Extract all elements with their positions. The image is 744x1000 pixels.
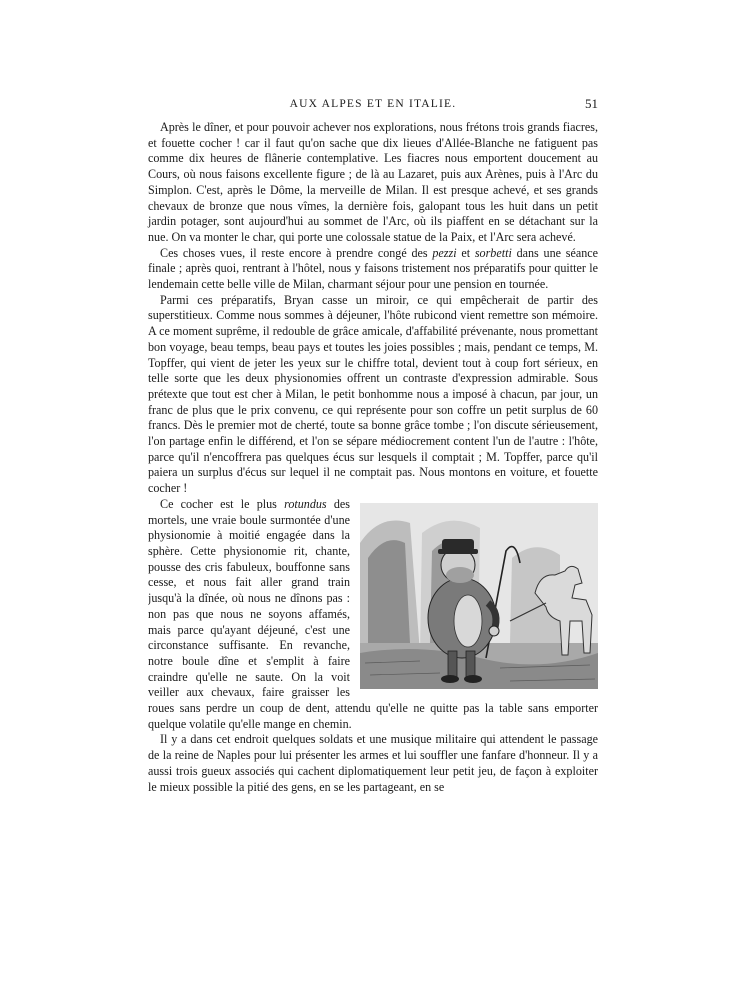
coachman-engraving <box>360 503 598 689</box>
illustration-block <box>148 497 598 733</box>
paragraph-3: Parmi ces préparatifs, Bryan casse un miroir, ce qui empêcherait de partir des superstitieux. Comme nous sommes à déjeuner, l'hôte rubicond vient remettre son mémoire. A ce moment suprême, il redouble de grâce amicale, d'affabilité prévenante, nous promettant bon voyage, beau temps, beau pays et toutes les joies possibles ; mais, pendant ce temps, M. Topffer, qui vient de jeter les yeux sur le chiffre total, devient tout à coup fort sérieux, en telle sorte que les deux physionomies offrent un contraste d'expression admirable. Sous prétexte que tout est cher à Milan, le petit bonhomme nous a imposé à chacun, par jour, un franc de plus que le prix convenu, ce qui représente pour son coffre un petit surplus de 60 francs. Dès le premier mot de cherté, toute sa bonne grâce tombe ; l'on discute sérieusement, l'on partage enfin le différend, et l'on se sépare médiocrement content l'un de l'autre : l'hôte, parce qu'il n'encoffrera pas quelques écus sur lesquels il comptait ; M. Topffer, parce qu'il paiera un surplus d'écus sur lequel il ne comptait pas. Nous montons en voiture, et fouette cocher ! <box>148 292 598 496</box>
paragraph-2-text: dans une séance finale ; après quoi, rentrant à l'hôtel, nous y faisons tristement nos préparatifs pour quitter le lendemain cette belle ville de Milan, charmant séjour pour une pension en tournée. <box>148 245 598 292</box>
paragraph-5: Il y a dans cet endroit quelques soldats et une musique militaire qui attendent le passage de la reine de Naples pour lui présenter les armes et lui souffler une fanfare d'honneur. Il y a aussi trois gueux associés qui cachent diplomatiquement leur petit jeu, de façon à exploiter le mieux possible la pitié des gens, en se les partageant, en se <box>148 732 598 794</box>
page-number: 51 <box>585 96 598 111</box>
coachman-illustration <box>360 503 598 689</box>
book-page <box>148 98 598 858</box>
paragraph-4-text: des mortels, une vraie boule surmontée d'une physionomie à moitié engagée dans la sphère. Cette physionomie rit, chante, pousse des cris fabuleux, bouffonne sans cesse, et nous fait aller grand train jusqu'à la dînée, où nous ne dînons pas : non pas que nous ne soyons affamés, mais parce qu'ayant déjeuné, c'est une circonstance suffisante. En revanche, notre boule dîne et s'emplit à faire craindre qu'elle ne saute. On la voit veiller aux chevaux, faire graisser les roues sans perdre un coup de dent, attendu qu'elle ne quitte pas la table sans emporter quelque volatile qu'elle mange en chemin. <box>148 496 598 731</box>
paragraph-2 <box>148 246 598 293</box>
italic-pezzi: pezzi <box>432 245 457 260</box>
paragraph-2-text: Ces choses vues, il reste encore à prendre congé des <box>160 245 433 260</box>
paragraph-4-text: Ce cocher est le plus <box>160 496 285 511</box>
running-head <box>148 98 598 120</box>
italic-sorbetti: sorbetti <box>474 245 512 260</box>
body-text <box>148 120 598 795</box>
running-title: AUX ALPES ET EN ITALIE. <box>289 98 457 110</box>
paragraph-2-text: et <box>456 245 475 260</box>
paragraph-1: Après le dîner, et pour pouvoir achever nos explorations, nous frétons trois grands fiacres, et fouette cocher ! car il faut qu'on sache que dix lieues d'Allée-Blanche ne fatiguent pas comme dix heures de flânerie contemplative. Les fiacres nous emportent doucement au Cours, où nous faisons excellente figure ; de là au Lazaret, puis aux Arènes, puis à l'Arc du Simplon. C'est, après le Dôme, la merveille de Milan. Il est presque achevé, et ses grands chevaux de bronze que nous vîmes, la dernière fois, galopant tous les huit dans un petit jardin potager, sont aujourd'hui au sommet de l'Arc, où ils piaffent en se détachant sur la nue. On va monter le char, qui porte une colossale statue de la Paix, et l'Arc sera achevé. <box>148 120 598 244</box>
italic-rotundus: rotundus <box>284 496 327 511</box>
